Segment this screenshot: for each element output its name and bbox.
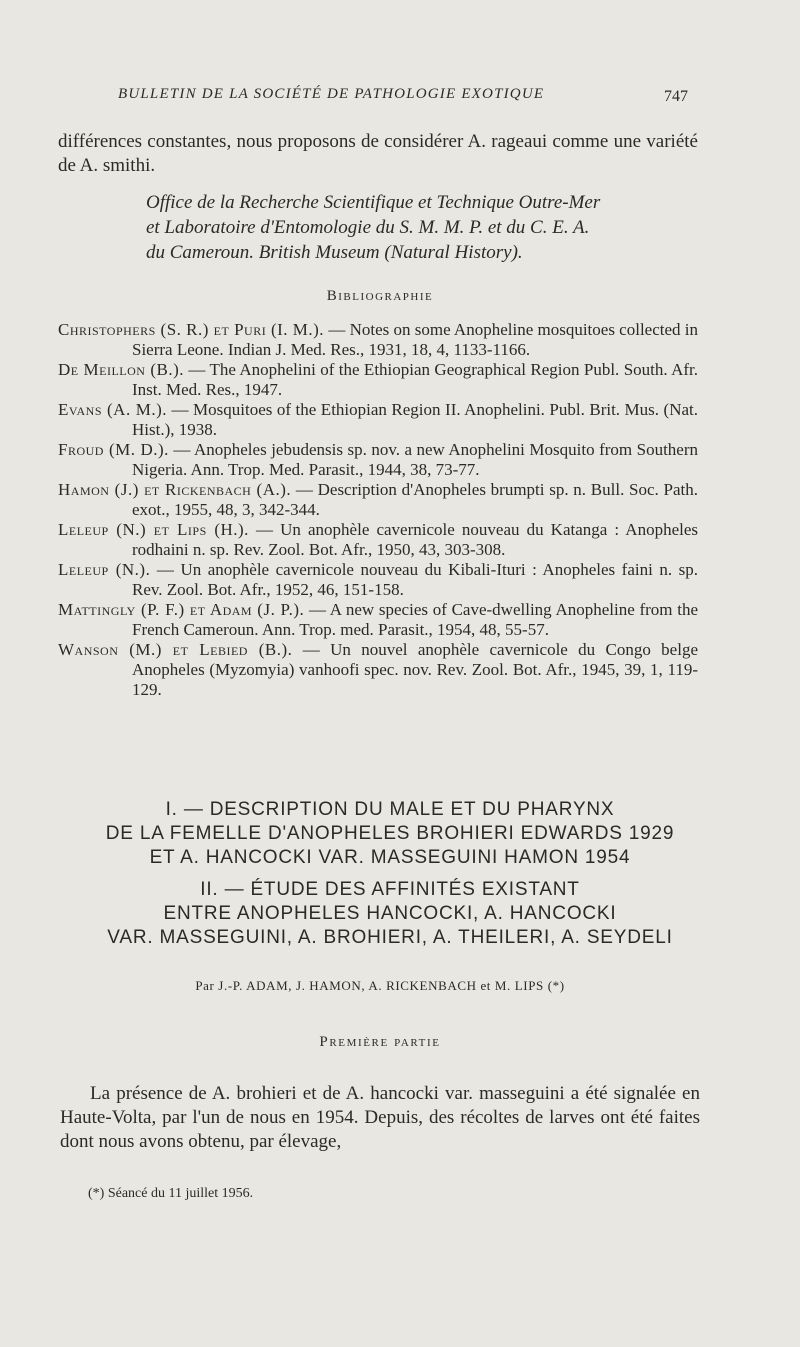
footnote: (*) Séancé du 11 juillet 1956. — [88, 1186, 254, 1201]
reference-authors: Wanson (M.) et Lebied (B.). — [58, 640, 293, 659]
page-number: 747 — [664, 88, 688, 105]
body-paragraph — [60, 1082, 700, 1154]
affiliation-block — [146, 190, 696, 265]
reference-authors: Leleup (N.) et Lips (H.). — [58, 520, 249, 539]
affiliation-line: et Laboratoire d'Entomologie du S. M. M. P. et du C. E. A. — [146, 217, 590, 238]
reference-item — [58, 400, 698, 440]
reference-text: — Notes on some Anopheline mosquitoes collected in Sierra Leone. Indian J. Med. Res., 1931, 18, 4, 1133-1166. — [132, 320, 699, 359]
reference-authors: Evans (A. M.). — [58, 400, 167, 419]
title-part-1 — [40, 798, 740, 870]
intro-paragraph — [58, 130, 698, 178]
part-heading: Première partie — [319, 1034, 441, 1050]
reference-authors: Christophers (S. R.) et Puri (I. M.). — [58, 320, 325, 339]
running-header: BULLETIN DE LA SOCIÉTÉ DE PATHOLOGIE EXOTIQUE — [118, 86, 545, 102]
body-text: La présence de A. brohieri et de A. hancocki var. masseguini a été signalée en Haute-Volta, par l'un de nous en 1954. Depuis, des récoltes de larves ont été faites dont nous avons obtenu, par élevage, — [60, 1083, 700, 1152]
reference-item — [58, 320, 698, 360]
affiliation-line: du Cameroun. British Museum (Natural History). — [146, 242, 523, 263]
reference-text: — Un nouvel anophèle cavernicole du Congo belge Anopheles (Myzomyia) vanhoofi spec. nov. Rev. Zool. Bot. Afr., 1945, 39, 1, 119-129. — [132, 640, 698, 699]
reference-authors: De Meillon (B.). — [58, 360, 184, 379]
reference-text: — Mosquitoes of the Ethiopian Region II. Anophelini. Publ. Brit. Mus. (Nat. Hist.), 1938. — [132, 400, 699, 439]
reference-text: — Un anophèle cavernicole nouveau du Katanga : Anopheles rodhaini n. sp. Rev. Zool. Bot. Afr., 1950, 43, 303-308. — [132, 520, 698, 559]
reference-authors: Froud (M. D.). — [58, 440, 169, 459]
reference-list — [58, 320, 698, 700]
reference-text: — The Anophelini of the Ethiopian Geographical Region Publ. South. Afr. Inst. Med. Res., 1947. — [132, 360, 698, 399]
title-line: II. — ÉTUDE DES AFFINITÉS EXISTANT — [200, 879, 580, 900]
authors-line: Par J.-P. ADAM, J. HAMON, A. RICKENBACH et M. LIPS (*) — [195, 978, 565, 993]
bibliography-heading: Bibliographie — [326, 288, 434, 304]
reference-text: — A new species of Cave-dwelling Anopheline from the French Cameroun. Ann. Trop. med. Parasit., 1954, 48, 55-57. — [132, 600, 699, 639]
reference-authors: Leleup (N.). — [58, 560, 151, 579]
reference-text: — Un anophèle cavernicole nouveau du Kibali-Ituri : Anopheles faini n. sp. Rev. Zool. Bot. Afr., 1952, 46, 151-158. — [132, 560, 699, 599]
reference-text: — Description d'Anopheles brumpti sp. n. Bull. Soc. Path. exot., 1955, 48, 3, 342-344. — [132, 480, 699, 519]
title-line: ET A. HANCOCKI VAR. MASSEGUINI HAMON 1954 — [149, 847, 631, 868]
reference-item — [58, 440, 698, 480]
title-line: DE LA FEMELLE D'ANOPHELES BROHIERI EDWARDS 1929 — [105, 823, 675, 844]
reference-item — [58, 600, 698, 640]
title-line: VAR. MASSEGUINI, A. BROHIERI, A. THEILERI, A. SEYDELI — [107, 927, 673, 948]
article-titles — [40, 798, 740, 958]
reference-authors: Mattingly (P. F.) et Adam (J. P.). — [58, 600, 305, 619]
reference-item — [58, 520, 698, 560]
intro-text: différences constantes, nous proposons de considérer A. rageaui comme une variété de A. smithi. — [58, 131, 698, 176]
affiliation-line: Office de la Recherche Scientifique et Technique Outre-Mer — [146, 192, 601, 213]
reference-item — [58, 360, 698, 400]
reference-item — [58, 640, 698, 700]
title-part-2 — [40, 878, 740, 950]
title-line: ENTRE ANOPHELES HANCOCKI, A. HANCOCKI — [163, 903, 617, 924]
reference-item — [58, 560, 698, 600]
reference-authors: Hamon (J.) et Rickenbach (A.). — [58, 480, 292, 499]
title-line: I. — DESCRIPTION DU MALE ET DU PHARYNX — [165, 799, 615, 820]
reference-text: — Anopheles jebudensis sp. nov. a new Anophelini Mosquito from Southern Nigeria. Ann. Trop. Med. Parasit., 1944, 38, 73-77. — [132, 440, 698, 479]
reference-item — [58, 480, 698, 520]
